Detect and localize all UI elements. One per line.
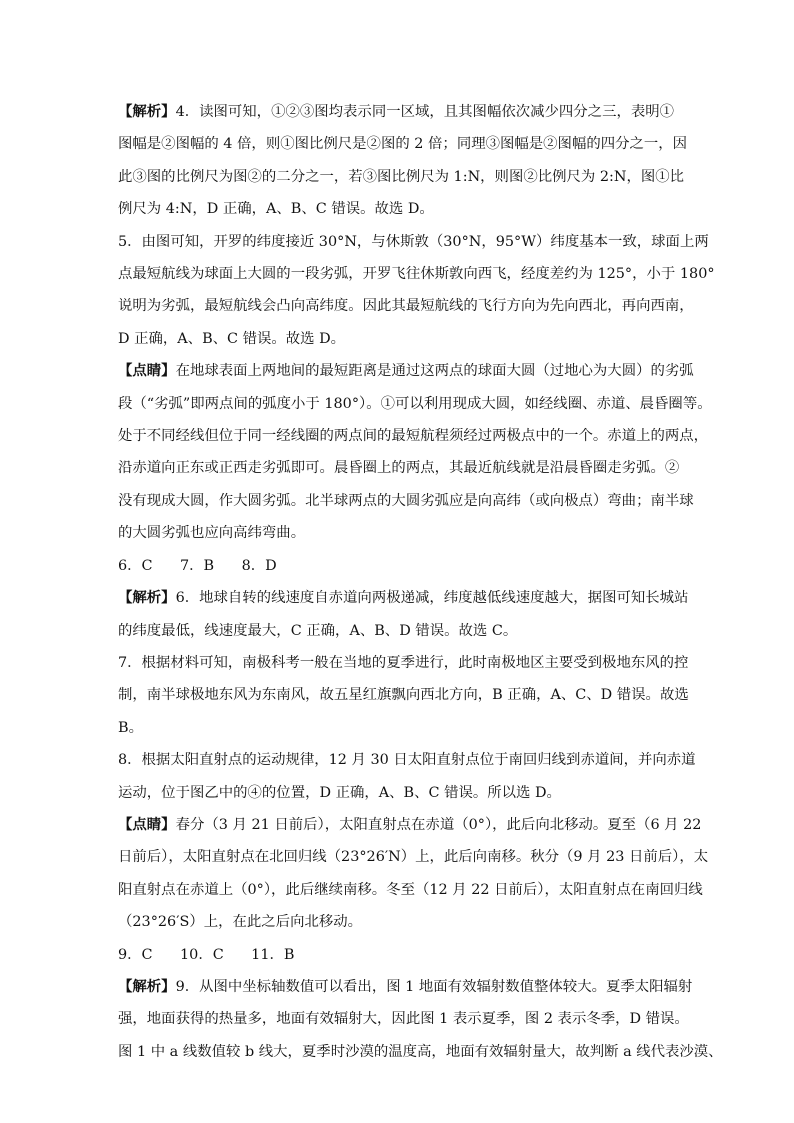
line-text: 运动，位于图乙中的④的位置，D 正确，A、B、C 错误。所以选 D。 — [118, 784, 561, 801]
line-text: 沿赤道向正东或正西走劣弧即可。晨昏圈上的两点，其最近航线就是沿晨昏圈走劣弧。② — [118, 460, 680, 477]
line-text: 图 1 中 a 线数值较 b 线大，夏季时沙漠的温度高，地面有效辐射量大，故判断 a 线代表沙漠、 — [118, 1043, 723, 1060]
line-text: 的纬度最低，线速度最大，C 正确，A、B、D 错误。故选 C。 — [118, 622, 518, 639]
text-line — [118, 809, 702, 841]
text-line — [118, 388, 712, 420]
paragraph-p6 — [118, 647, 689, 744]
text-line — [118, 161, 685, 193]
text-line — [118, 906, 682, 938]
text-line — [118, 226, 709, 258]
text-line — [118, 485, 694, 517]
section-tag: 【点睛】 — [118, 362, 176, 380]
line-text: 6．地球自转的线速度自赤道向两极递减，纬度越低线速度越大，据图可知长城站 — [175, 590, 689, 607]
paragraph-p1 — [118, 96, 688, 226]
line-text: 的大圆劣弧也应向高纬弯曲。 — [118, 525, 306, 542]
text-line — [118, 355, 694, 387]
text-line — [118, 1003, 689, 1035]
text-line — [118, 615, 682, 647]
line-text: 阳直射点在赤道上（0°），此后继续南移。冬至（12 月 22 日前后），太阳直射点在南回归线 — [118, 881, 703, 898]
text-line — [118, 679, 689, 711]
line-text: 9．从图中坐标轴数值可以看出，图 1 地面有效辐射数值整体较大。夏季太阳辐射 — [175, 978, 693, 995]
text-line — [118, 323, 682, 355]
line-text: 5．由图可知，开罗的纬度接近 30°N，与休斯敦（30°N，95°W）纬度基本一致，球面上两 — [118, 233, 709, 250]
text-line — [118, 290, 694, 322]
line-text: 此③图的比例尺为图②的二分之一，若③图比例尺为 1:N，则图②比例尺为 2:N，图①比 — [118, 168, 685, 185]
answer-key-line — [118, 550, 682, 582]
text-line — [118, 258, 715, 290]
line-text: 例尺为 4:N，D 正确，A、B、C 错误。故选 D。 — [118, 201, 434, 218]
text-line — [118, 128, 688, 160]
line-text: 春分（3 月 21 日前后），太阳直射点在赤道（0°），此后向北移动。夏至（6 月 22 — [175, 816, 702, 833]
text-line — [118, 647, 689, 679]
line-text: 4．读图可知，①②③图均表示同一区域，且其图幅依次减少四分之三，表明① — [175, 104, 675, 120]
paragraph-p4 — [118, 550, 682, 582]
paragraph-p10 — [118, 971, 723, 1068]
text-line — [118, 744, 696, 776]
section-tag: 【解析】 — [118, 103, 176, 120]
line-text: 段（“劣弧”即两点间的弧度小于 180°）。①可以利用现成大圆，如经线圈、赤道、晨昏圈等。 — [118, 395, 712, 412]
paragraph-p9 — [118, 939, 682, 971]
paragraph-p7 — [118, 744, 696, 809]
text-line — [118, 452, 682, 484]
section-tag: 【点睛】 — [118, 815, 176, 833]
text-line — [118, 582, 689, 614]
text-line — [118, 517, 682, 549]
paragraph-p3 — [118, 355, 712, 549]
paragraph-p5 — [118, 582, 689, 647]
line-text: 9．C 10．C 11．B — [118, 946, 295, 963]
line-text: 处于不同经线但位于同一经线圈的两点间的最短航程须经过两极点中的一个。赤道上的两点， — [118, 428, 709, 445]
section-tag: 【解析】 — [118, 977, 176, 995]
line-text: 制，南半球极地东风为东南风，故五星红旗飘向西北方向，B 正确，A、C、D 错误。故选 — [118, 687, 689, 704]
line-text: 图幅是②图幅的 4 倍，则①图比例尺是②图的 2 倍；同理③图幅是②图幅的四分之一，因 — [118, 136, 688, 153]
text-line — [118, 874, 703, 906]
line-text: 说明为劣弧，最短航线会凸向高纬度。因此其最短航线的飞行方向为先向西北，再向西南， — [118, 298, 694, 315]
text-line — [118, 420, 709, 452]
line-text: 6．C 7．B 8．D — [118, 557, 277, 574]
line-text: 点最短航线为球面上大圆的一段劣弧，开罗飞往休斯敦向西飞，经度差约为 125°，小于 180° — [118, 266, 715, 283]
text-line — [118, 1036, 723, 1068]
line-text: 在地球表面上两地间的最短距离是通过这两点的球面大圆（过地心为大圆）的劣弧 — [175, 363, 694, 380]
text-line — [118, 712, 682, 744]
answer-key-line — [118, 939, 682, 971]
document-body — [118, 96, 723, 1068]
text-line — [118, 193, 682, 225]
paragraph-p8 — [118, 809, 709, 939]
text-line — [118, 96, 682, 128]
paragraph-p2 — [118, 226, 715, 356]
line-text: （23°26′S）上，在此之后向北移动。 — [118, 914, 363, 931]
text-line — [118, 841, 709, 873]
text-line — [118, 971, 693, 1003]
line-text: 8．根据太阳直射点的运动规律，12 月 30 日太阳直射点位于南回归线到赤道间，并向赤道 — [118, 752, 696, 769]
text-line — [118, 777, 682, 809]
line-text: D 正确，A、B、C 错误。故选 D。 — [118, 330, 346, 347]
line-text: 没有现成大圆，作大圆劣弧。北半球两点的大圆劣弧应是向高纬（或向极点）弯曲；南半球 — [118, 492, 694, 509]
line-text: 强，地面获得的热量多，地面有效辐射大，因此图 1 表示夏季，图 2 表示冬季，D 错误。 — [118, 1011, 689, 1028]
line-text: B。 — [118, 719, 143, 736]
line-text: 日前后），太阳直射点在北回归线（23°26′N）上，此后向南移。秋分（9 月 23 日前后），太 — [118, 849, 709, 866]
line-text: 7．根据材料可知，南极科考一般在当地的夏季进行，此时南极地区主要受到极地东风的控 — [118, 654, 689, 671]
section-tag: 【解析】 — [118, 589, 176, 607]
